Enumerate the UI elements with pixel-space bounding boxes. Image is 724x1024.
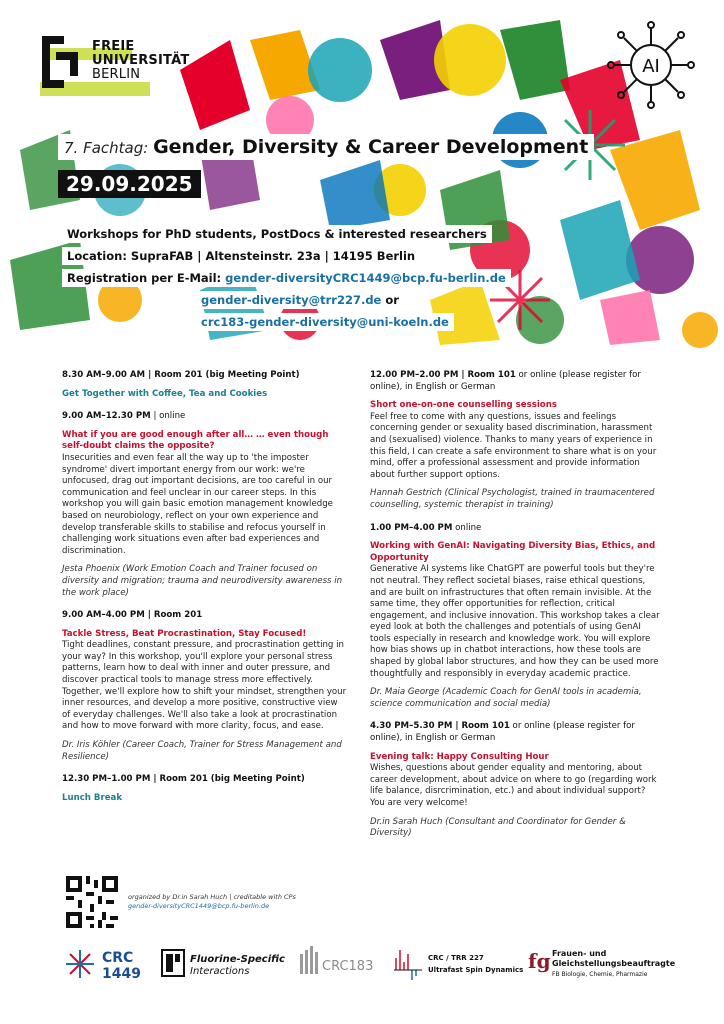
email-link-trr227[interactable]: gender-diversity@trr227.de	[201, 293, 382, 307]
session-counselling	[370, 370, 660, 512]
fg-line1: Frauen- und	[552, 949, 607, 958]
session-speaker: Dr.in Sarah Huch (Consultant and Coordinator for Gender & Diversity)	[370, 816, 626, 839]
logo-trr227	[392, 940, 524, 990]
session-description: Insecurities and even fear all the way up to 'the imposter syndrome' divert important energy from our work: we're unfocused, drag out important decisions, are too careful in our communication and feel unclear in our career steps. In this workshop you will gain basic emotion management knowledge based on neurobiology, reflect on your own experience and develop transferable skills to stabilise and refocus yourself in challenging work situations even after bad experiences and discrimination.	[62, 452, 333, 556]
registration-line-2	[196, 291, 404, 309]
ai-badge	[606, 20, 696, 110]
ai-network-icon	[606, 20, 696, 110]
session-speaker: Hannah Gestrich (Clinical Psychologist, trained in traumacentered counselling, systemic therapist in training)	[370, 488, 655, 510]
fu-logo-mark-icon	[42, 36, 86, 88]
session-title: Lunch Break	[62, 792, 123, 803]
session-description: Tight deadlines, constant pressure, and procrastination getting in your way? In this workshop, you'll explore your personal stress patterns, learn how to deal with inner and outer pressure, and discover practical tools to manage stress more effectively. Together, we'll explore how to shift your mindset, strengthen your inner resources, and develop a more positive, constructive view of everyday challenges. We'll also take a look at procrastination and how to move forward with more clarity, focus, and ease.	[62, 640, 347, 732]
organizer-info	[128, 893, 296, 911]
session-speaker: Dr. Maia George (Academic Coach for GenAI tools in academia, science communication and social media)	[370, 687, 642, 709]
logo-line1: FREIE	[92, 39, 135, 54]
fluorine-line2: Interactions	[190, 966, 250, 977]
email-link-crc1449[interactable]: gender-diversityCRC1449@bcp.fu-berlin.de	[225, 271, 506, 285]
page-title	[58, 134, 594, 160]
fluorine-line1: Fluorine-Specific	[190, 954, 285, 965]
registration-label: Registration per E-Mail:	[67, 271, 226, 285]
trr227-logo-icon	[392, 940, 524, 990]
crc1449-line2: 1449	[102, 966, 141, 982]
session-time: 8.30 AM–9.00 AM | Room 201 (big Meeting Point)	[62, 370, 300, 380]
crc1449-emblem-icon	[62, 940, 152, 990]
logo-line3: BERLIN	[92, 67, 141, 82]
fg-mark: fg	[528, 949, 551, 973]
or-text: or	[381, 293, 399, 307]
location-line: Location: SupraFAB | Altensteinstr. 23a | 14195 Berlin	[62, 247, 420, 265]
session-time: 4.30 PM–5.30 PM | Room 101 or online (please register for online), in English or German	[370, 721, 635, 744]
title-main: Gender, Diversity & Career Development	[153, 136, 589, 158]
logo-crc1449	[62, 940, 152, 990]
registration-line-3	[196, 313, 454, 331]
session-title: Evening talk: Happy Consulting Hour	[370, 751, 549, 762]
session-speaker: Jesta Phoenix (Work Emotion Coach and Trainer focused on diversity and migration; trauma and neurodiversity awareness in the work place)	[62, 564, 343, 598]
organizer-email-link[interactable]: gender-diversityCRC1449@bcp.fu-berlin.de	[128, 902, 270, 910]
ai-badge-text: AI	[642, 56, 660, 77]
organizer-line: organized by Dr.in Sarah Huch | creditable with CPs	[128, 893, 296, 901]
session-time: 12.00 PM–2.00 PM | Room 101 or online (please register for online), in English or German	[370, 370, 641, 392]
session-title: Get Together with Coffee, Tea and Cookies	[62, 388, 268, 399]
trr-line2: Ultrafast Spin Dynamics	[428, 966, 524, 974]
logo-crc183	[296, 940, 386, 990]
crc183-logo-icon	[296, 940, 386, 990]
session-time: 12.30 PM–1.00 PM | Room 201 (big Meeting Point)	[62, 774, 305, 785]
session-time: 9.00 AM–4.00 PM | Room 201	[62, 610, 203, 621]
fg-line3: FB Biologie, Chemie, Pharmazie	[552, 971, 648, 978]
registration-line	[62, 269, 511, 287]
session-imposter	[62, 411, 347, 599]
session-title: Working with GenAI: Navigating Diversity Bias, Ethics, and Opportunity	[370, 541, 656, 563]
session-description: Feel free to come with any questions, issues and feelings concerning gender or sexuality based discrimination, harassment and (sexualised) violence. Thanks to many years of experience in this field, I can create a safe environment to share what is on your mind, offer a professional assessment and provide information about further support options.	[370, 411, 657, 480]
session-stress	[62, 610, 347, 763]
crc183-text: CRC183	[322, 959, 374, 974]
session-title: Tackle Stress, Beat Procrastination, Stay Focused!	[62, 628, 307, 639]
schedule-left-column	[62, 370, 347, 815]
session-genai	[370, 523, 660, 711]
session-time: 9.00 AM–12.30 PM | online	[62, 411, 186, 422]
crc1449-line1: CRC	[102, 950, 134, 966]
logo-line2: UNIVERSITÄT	[92, 53, 190, 68]
session-lunch	[62, 774, 347, 804]
session-title: What if you are good enough after all… … even though self-doubt claims the opposite?	[62, 429, 329, 452]
session-title: Short one-on-one counselling sessions	[370, 400, 557, 411]
session-evening-talk	[370, 721, 660, 839]
event-date: 29.09.2025	[58, 170, 201, 198]
session-description: Generative AI systems like ChatGPT are powerful tools but they're not neutral. They reflect societal biases, raise ethical questions, and are built on infrastructures that often remain invisible. At the same time, they offer opportunities for reflection, critical engagement, and inclusive innovation. This workshop takes a clear eyed look at both the challenges and potentials of using GenAI tools especially in research and knowledge work. You will explore how bias shows up in chatbot interactions, how these tools are shaped by global labor structures, and how they can be used more thoughtfully and responsibly in everyday academic practice.	[370, 564, 660, 679]
fg-logo-icon	[528, 940, 678, 990]
session-time: 1.00 PM–4.00 PM online	[370, 522, 482, 533]
logo-fluorine-specific	[160, 940, 290, 990]
trr-line1: CRC / TRR 227	[428, 954, 484, 962]
session-get-together	[62, 370, 347, 400]
qr-code-icon[interactable]	[66, 876, 118, 928]
audience-line: Workshops for PhD students, PostDocs & interested researchers	[62, 225, 492, 243]
session-description: Wishes, questions about gender equality and mentoring, about career development, about advice on where to go (regarding work life balance, disrcrimination, etc.) and about individual support? You are very welcome!	[370, 763, 657, 808]
logo-frauen-gleichstellung	[528, 940, 678, 990]
fg-line2: Gleichstellungsbeauftragte	[552, 959, 676, 968]
fu-berlin-logo	[42, 36, 192, 96]
fluorine-logo-icon	[160, 940, 290, 990]
schedule-right-column	[370, 370, 660, 851]
title-prefix: 7. Fachtag:	[64, 139, 154, 157]
session-speaker: Dr. Iris Köhler (Career Coach, Trainer for Stress Management and Resilience)	[62, 740, 342, 762]
email-link-crc183[interactable]: crc183-gender-diversity@uni-koeln.de	[201, 315, 449, 329]
